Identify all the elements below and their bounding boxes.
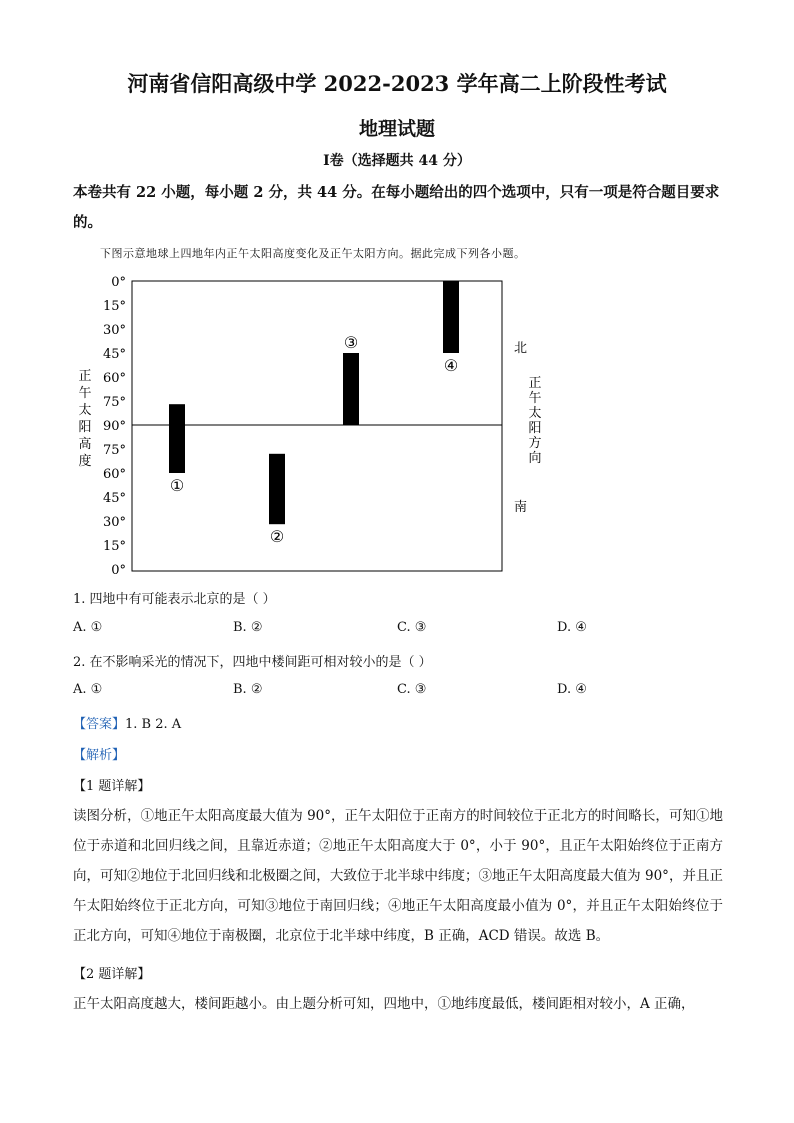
q1-option-d[interactable]: D. ④ [557, 620, 587, 635]
question-2: 2. 在不影响采光的情况下，四地中楼间距可相对较小的是（ ） [73, 655, 432, 670]
y-axis-label [78, 369, 91, 469]
analysis-heading [73, 744, 125, 763]
leftAxisLabel-char: 午 [78, 386, 92, 401]
q1-option-b[interactable]: B. ② [233, 620, 263, 635]
leftAxisLabel-char: 高 [78, 437, 92, 452]
y-tick-label: 90° [102, 419, 126, 434]
north-label: 北 [514, 341, 528, 356]
rightAxisLabel-char: 方 [528, 436, 542, 451]
q1-option-c[interactable]: C. ③ [397, 620, 427, 635]
q1-detail-text: 读图分析，①地正午太阳高度最大值为 90°，正午太阳位于正南方的时间较位于正北方的时间略长，可知①地位于赤道和北回归线之间，且靠近赤道；②地正午太阳高度大于 0°，小于 90°，且正午太阳始终位于正南方向，可知②地位于北回归线和北极圈之间，大致位于北半球中纬度；③地正午太阳高度最大值为 90°，并且正午太阳始终位于正北方向，可知③地位于南回归线；④地正午太阳高度最小值为 0°，并且正午太阳始终位于正北方向，可知④地位于南极圈，北京位于北半球中纬度，B 正确，ACD 错误。故选 B。 [73, 808, 723, 944]
y-tick-label: 60° [102, 371, 126, 386]
section-instructions: 本卷共有 22 小题，每小题 2 分，共 44 分。在每小题给出的四个选项中，只有一项是符合题目要求的。 [73, 184, 720, 231]
y-tick-label: 30° [102, 323, 126, 338]
right-axis-label [528, 376, 541, 466]
q2-option-c[interactable]: C. ③ [397, 682, 427, 697]
q2-option-b[interactable]: B. ② [233, 682, 263, 697]
bar-label-1: ① [169, 476, 185, 495]
bar-4 [443, 281, 459, 353]
paper-title: 河南省信阳高级中学 2022-2023 学年高二上阶段性考试 [127, 71, 667, 96]
figure-intro: 下图示意地球上四地年内正午太阳高度变化及正午太阳方向。据此完成下列各小题。 [100, 247, 526, 260]
rightAxisLabel-char: 正 [528, 376, 542, 391]
answer-text: 1. B 2. A [125, 717, 182, 732]
paper-subtitle: 地理试题 [358, 118, 435, 140]
q2-detail-text: 正午太阳高度越大，楼间距越小。由上题分析可知，四地中，①地纬度最低，楼间距相对较小，A 正确， [73, 996, 695, 1012]
bar-3 [343, 353, 359, 425]
question-1: 1. 四地中有可能表示北京的是（ ） [73, 592, 276, 607]
bar-label-3: ③ [343, 333, 359, 352]
q2-option-d[interactable]: D. ④ [557, 682, 587, 697]
y-tick-label: 0° [111, 563, 126, 578]
bar-label-2: ② [269, 527, 285, 547]
leftAxisLabel-char: 正 [78, 369, 92, 384]
y-tick-label: 75° [102, 395, 126, 410]
leftAxisLabel-char: 阳 [78, 420, 92, 435]
y-tick-label: 45° [102, 491, 126, 506]
answer-line [73, 713, 181, 732]
analysis-tag: 【解析】 [73, 748, 126, 763]
q2-detail-heading: 【2 题详解】 [73, 967, 151, 982]
q2-option-a[interactable]: A. ① [73, 682, 103, 697]
y-tick-label: 75° [102, 443, 126, 458]
bar-2 [269, 454, 285, 524]
y-tick-label: 0° [111, 275, 126, 290]
y-tick-label: 15° [102, 539, 126, 554]
y-tick-label: 15° [102, 299, 126, 314]
y-tick-label: 30° [102, 515, 126, 530]
q1-detail-heading: 【1 题详解】 [73, 779, 151, 794]
leftAxisLabel-char: 太 [78, 403, 92, 418]
y-tick-label: 45° [102, 347, 126, 362]
rightAxisLabel-char: 阳 [528, 421, 542, 436]
section-heading: Ⅰ卷（选择题共 44 分） [323, 153, 471, 169]
q1-option-a[interactable]: A. ① [73, 620, 103, 635]
bar-label-4: ④ [443, 356, 459, 375]
rightAxisLabel-char: 午 [528, 391, 542, 406]
rightAxisLabel-char: 向 [528, 451, 542, 466]
y-tick-label: 60° [102, 467, 126, 482]
leftAxisLabel-char: 度 [78, 454, 92, 469]
south-label: 南 [514, 500, 528, 515]
rightAxisLabel-char: 太 [528, 406, 542, 421]
bar-1 [169, 404, 185, 473]
answer-tag: 【答案】 [73, 717, 126, 732]
